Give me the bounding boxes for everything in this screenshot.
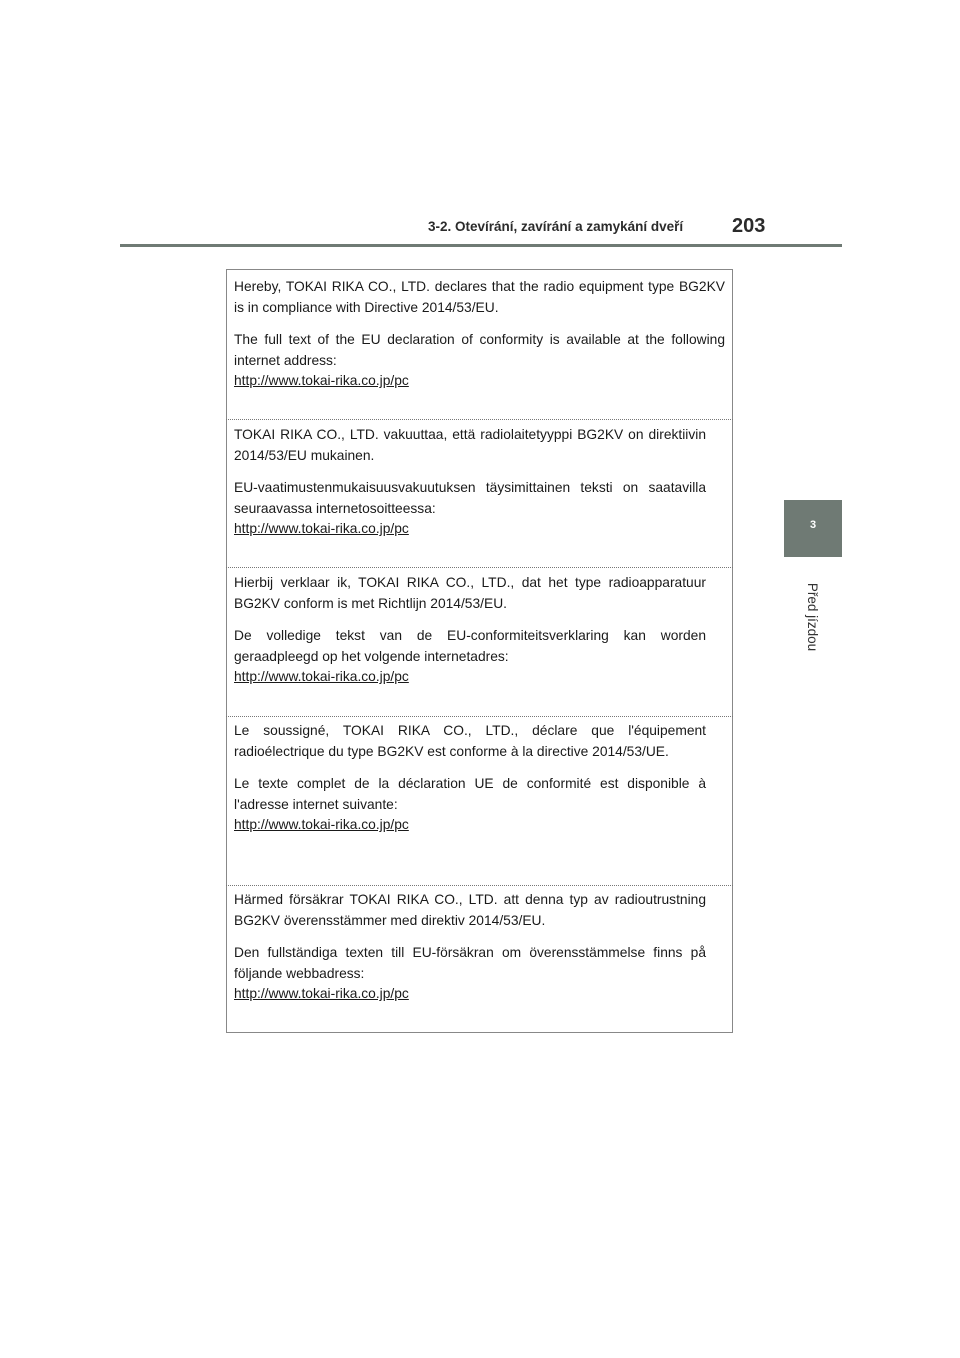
declaration-url-link[interactable]: http://www.tokai-rika.co.jp/pc bbox=[234, 521, 409, 536]
declaration-swedish bbox=[234, 890, 706, 1005]
declaration-dutch bbox=[234, 573, 706, 688]
section-title: 3-2. Otevírání, zavírání a zamykání dveří bbox=[428, 219, 684, 234]
declaration-url-link[interactable]: http://www.tokai-rika.co.jp/pc bbox=[234, 817, 409, 832]
section-divider bbox=[226, 419, 733, 420]
chapter-number: 3 bbox=[809, 519, 817, 531]
section-divider bbox=[226, 716, 733, 717]
section-divider bbox=[226, 567, 733, 568]
declaration-url-link[interactable]: http://www.tokai-rika.co.jp/pc bbox=[234, 669, 409, 684]
declaration-url-link[interactable]: http://www.tokai-rika.co.jp/pc bbox=[234, 373, 409, 388]
declaration-url-link[interactable]: http://www.tokai-rika.co.jp/pc bbox=[234, 986, 409, 1001]
declaration-statement: Härmed försäkrar TOKAI RIKA CO., LTD. att denna typ av radioutrustning BG2KV överensstämmer med direktiv 2014/53/EU. bbox=[234, 892, 706, 928]
declaration-statement: Hereby, TOKAI RIKA CO., LTD. declares that the radio equipment type BG2KV is in compliance with Directive 2014/53/EU. bbox=[234, 279, 725, 315]
page-number: 203 bbox=[732, 215, 766, 237]
availability-text: Le texte complet de la déclaration UE de conformité est disponible à l'adresse internet suivante: bbox=[234, 776, 706, 812]
declaration-finnish bbox=[234, 425, 706, 540]
declaration-availability bbox=[234, 774, 706, 836]
availability-text: The full text of the EU declaration of conformity is available at the following internet address: bbox=[234, 332, 725, 368]
availability-text: EU-vaatimustenmukaisuusvakuutuksen täysimittainen teksti on saatavilla seuraavassa internetosoitteessa: bbox=[234, 480, 706, 516]
chapter-tab[interactable] bbox=[784, 500, 842, 557]
declaration-statement: Hierbij verklaar ik, TOKAI RIKA CO., LTD., dat het type radioapparatuur BG2KV conform is met Richtlijn 2014/53/EU. bbox=[234, 575, 706, 611]
declaration-statement: TOKAI RIKA CO., LTD. vakuuttaa, että radiolaitetyyppi BG2KV on direktiivin 2014/53/EU mukainen. bbox=[234, 427, 706, 463]
declarations-box bbox=[226, 269, 733, 1033]
declaration-english bbox=[234, 277, 725, 392]
availability-text: De volledige tekst van de EU-conformiteitsverklaring kan worden geraadpleegd op het volgende internetadres: bbox=[234, 628, 706, 664]
declaration-availability bbox=[234, 330, 725, 392]
declaration-french bbox=[234, 721, 706, 836]
header-rule bbox=[120, 244, 842, 247]
declaration-availability bbox=[234, 478, 706, 540]
availability-text: Den fullständiga texten till EU-försäkran om överensstämmelse finns på följande webbadress: bbox=[234, 945, 706, 981]
declaration-availability bbox=[234, 943, 706, 1005]
declaration-availability bbox=[234, 626, 706, 688]
chapter-label: Před jízdou bbox=[805, 582, 820, 652]
section-divider bbox=[226, 885, 733, 886]
declaration-statement: Le soussigné, TOKAI RIKA CO., LTD., déclare que l'équipement radioélectrique du type BG2KV est conforme à la directive 2014/53/UE. bbox=[234, 723, 706, 759]
